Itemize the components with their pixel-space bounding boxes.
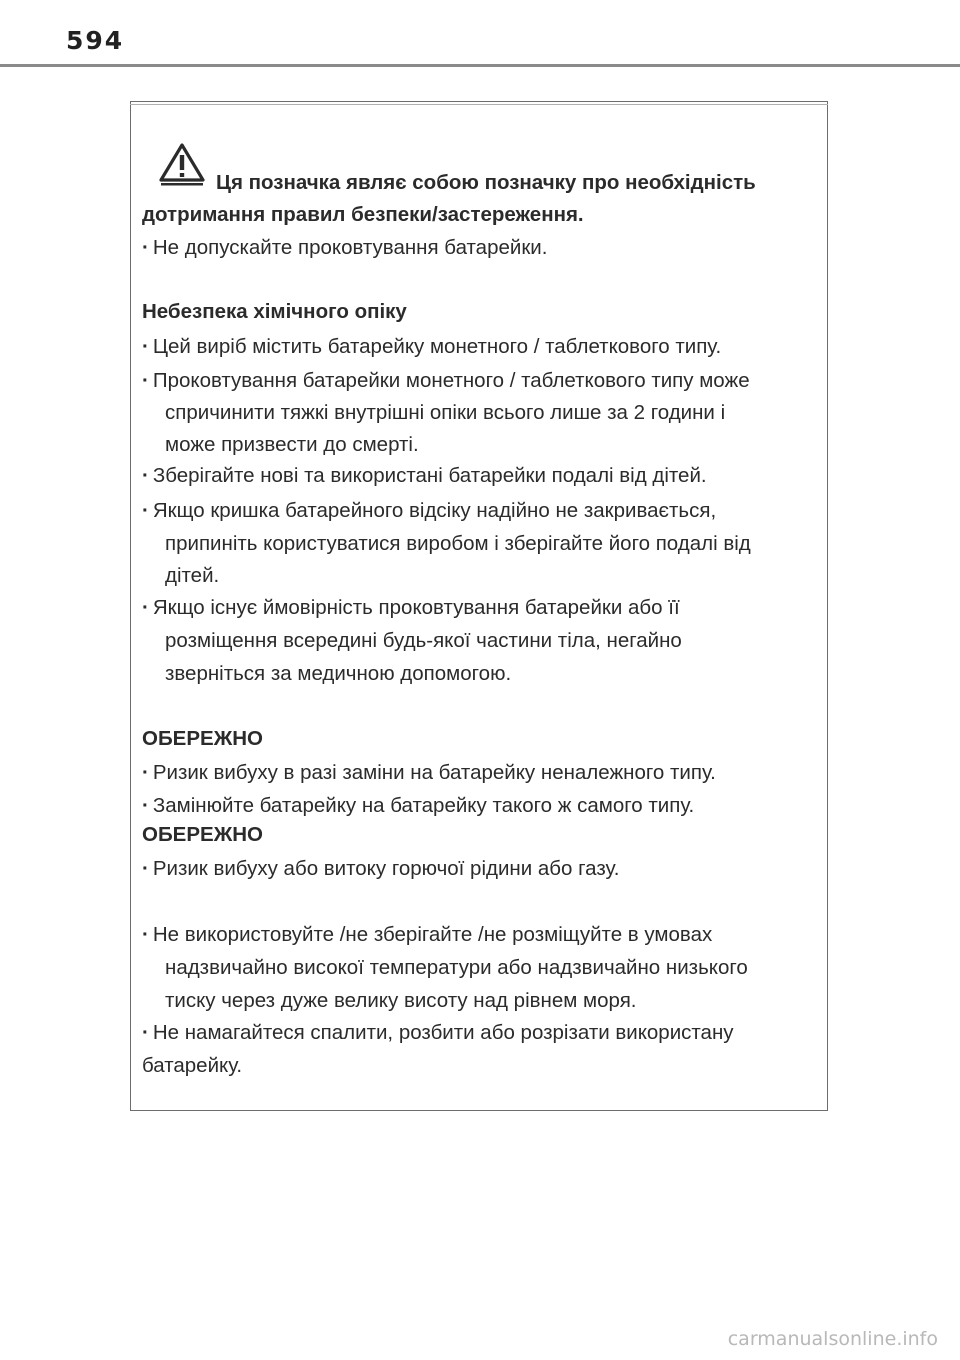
chemical-burn-bullet-4-cont: дітей. (165, 564, 220, 587)
chemical-burn-bullet-3: · Зберігайте нові та використані батарейки подалі від дітей. (142, 462, 707, 490)
caution-2-bullet-2-cont: надзвичайно високої температури або надзвичайно низького (165, 956, 748, 979)
chemical-burn-bullet-1: · Цей виріб містить батарейку монетного / таблеткового типу. (142, 333, 721, 361)
page-number: 594 (66, 26, 125, 55)
caution-2-bullet-3-cont: батарейку. (142, 1054, 243, 1077)
chemical-burn-bullet-2: · Проковтування батарейки монетного / таблеткового типу може (142, 367, 750, 395)
chemical-burn-bullet-5: · Якщо існує ймовірність проковтування батарейки або її (142, 594, 680, 622)
chemical-burn-bullet-5-cont: розміщення всередині будь-якої частини тіла, негайно (165, 629, 682, 652)
caution-heading-1: ОБЕРЕЖНО (142, 727, 263, 750)
warning-bullet: · Не допускайте проковтування батарейки. (142, 234, 547, 262)
warning-triangle-icon (158, 142, 206, 186)
caution-1-bullet-2: · Замінюйте батарейку на батарейку такого ж самого типу. (142, 792, 694, 820)
caution-2-bullet-3: · Не намагайтеся спалити, розбити або розрізати використану (142, 1019, 734, 1047)
warning-title-line1: Ця позначка являє собою позначку про необхідність (216, 171, 756, 194)
watermark: carmanualsonline.info (727, 1328, 938, 1350)
warning-title-line2: дотримання правил безпеки/застереження. (142, 203, 584, 226)
header-divider (0, 64, 960, 67)
chemical-burn-bullet-4-cont: припиніть користуватися виробом і зберігайте його подалі від (165, 532, 751, 555)
chemical-burn-bullet-4: · Якщо кришка батарейного відсіку надійно не закривається, (142, 497, 716, 525)
caution-2-bullet-2-cont: тиску через дуже велику висоту над рівнем моря. (165, 989, 637, 1012)
caution-2-bullet-2: · Не використовуйте /не зберігайте /не розміщуйте в умовах (142, 921, 712, 949)
caution-1-bullet-1: · Ризик вибуху в разі заміни на батарейку неналежного типу. (142, 759, 716, 787)
chemical-burn-bullet-2-cont: спричинити тяжкі внутрішні опіки всього лише за 2 години і (165, 401, 726, 424)
caution-heading-2: ОБЕРЕЖНО (142, 823, 263, 846)
chemical-burn-bullet-5-cont: зверніться за медичною допомогою. (165, 662, 512, 685)
chemical-burn-heading: Небезпека хімічного опіку (142, 300, 407, 323)
chemical-burn-bullet-2-cont: може призвести до смерті. (165, 433, 419, 456)
box-top-double-rule (130, 104, 828, 105)
caution-2-bullet-1: · Ризик вибуху або витоку горючої рідини або газу. (142, 855, 619, 883)
